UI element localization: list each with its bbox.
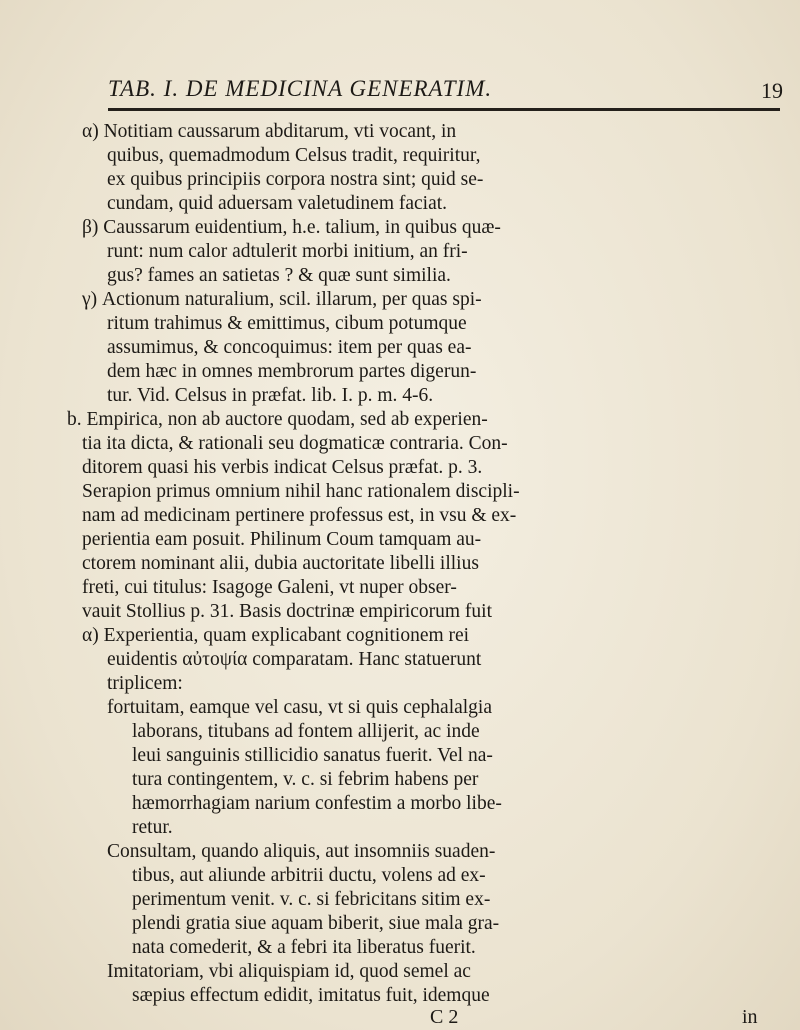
text-line: b. Empirica, non ab auctore quodam, sed ab experien- — [67, 409, 488, 430]
text-line: dem hæc in omnes membrorum partes digerun- — [107, 361, 477, 382]
text-line: γ) Actionum naturalium, scil. illarum, per quas spi- — [82, 289, 482, 310]
text-line: Consultam, quando aliquis, aut insomniis suaden- — [107, 841, 496, 862]
catchword: in — [742, 1006, 758, 1028]
text-line: hæmorrhagiam narium confestim a morbo libe- — [132, 793, 502, 814]
text-line: α) Experientia, quam explicabant cognitionem rei — [82, 625, 470, 646]
text-line: perientia eam posuit. Philinum Coum tamquam au- — [82, 529, 482, 550]
text-line: ritum trahimus & emittimus, cibum potumque — [107, 313, 467, 334]
text-line: perimentum venit. v. c. si febricitans sitim ex- — [132, 889, 491, 910]
text-line: plendi gratia siue aquam biberit, siue mala gra- — [132, 913, 500, 934]
text-line: assumimus, & concoquimus: item per quas ea- — [107, 337, 472, 358]
text-line: Imitatoriam, vbi aliquispiam id, quod semel ac — [107, 961, 471, 982]
text-line: euidentis αὐτοψία comparatam. Hanc statuerunt — [107, 649, 482, 670]
text-line: tur. Vid. Celsus in præfat. lib. I. p. m. 4-6. — [107, 385, 434, 406]
running-head: TAB. I. DE MEDICINA GENERATIM. — [108, 76, 493, 101]
text-line: β) Caussarum euidentium, h.e. talium, in quibus quæ- — [82, 217, 501, 238]
text-line: cundam, quid aduersam valetudinem faciat. — [107, 193, 448, 214]
text-line: ditorem quasi his verbis indicat Celsus præfat. p. 3. — [82, 457, 483, 478]
text-line: triplicem: — [107, 673, 183, 694]
text-line: tura contingentem, v. c. si febrim habens per — [132, 769, 479, 790]
text-line: vauit Stollius p. 31. Basis doctrinæ empiricorum fuit — [82, 601, 493, 622]
text-line: ctorem nominant alii, dubia auctoritate libelli illius — [82, 553, 479, 574]
text-line: Serapion primus omnium nihil hanc rationalem discipli- — [82, 481, 520, 502]
text-line: freti, cui titulus: Isagoge Galeni, vt nuper obser- — [82, 577, 457, 598]
page-number: 19 — [761, 78, 783, 103]
signature-mark: C 2 — [430, 1006, 459, 1028]
page-header — [108, 76, 788, 108]
header-rule — [108, 108, 780, 111]
text-line: quibus, quemadmodum Celsus tradit, requiritur, — [107, 145, 481, 166]
text-line: tibus, aut aliunde arbitrii ductu, volens ad ex- — [132, 865, 486, 886]
text-line: fortuitam, eamque vel casu, vt si quis cephalalgia — [107, 697, 493, 718]
text-line: sæpius effectum edidit, imitatus fuit, idemque — [132, 985, 490, 1006]
text-line: runt: num calor adtulerit morbi initium, an fri- — [107, 241, 468, 262]
text-line: tia ita dicta, & rationali seu dogmaticæ contraria. Con- — [82, 433, 508, 454]
text-line: nata comederit, & a febri ita liberatus fuerit. — [132, 937, 476, 958]
text-line: retur. — [132, 817, 173, 838]
text-line: leui sanguinis stillicidio sanatus fuerit. Vel na- — [132, 745, 493, 766]
text-line: laborans, titubans ad fontem allijerit, ac inde — [132, 721, 480, 742]
text-line: ex quibus principiis corpora nostra sint; quid se- — [107, 169, 484, 190]
text-line: α) Notitiam caussarum abditarum, vti vocant, in — [82, 121, 457, 142]
text-line: nam ad medicinam pertinere professus est, in vsu & ex- — [82, 505, 517, 526]
text-line: gus? fames an satietas ? & quæ sunt similia. — [107, 265, 451, 286]
